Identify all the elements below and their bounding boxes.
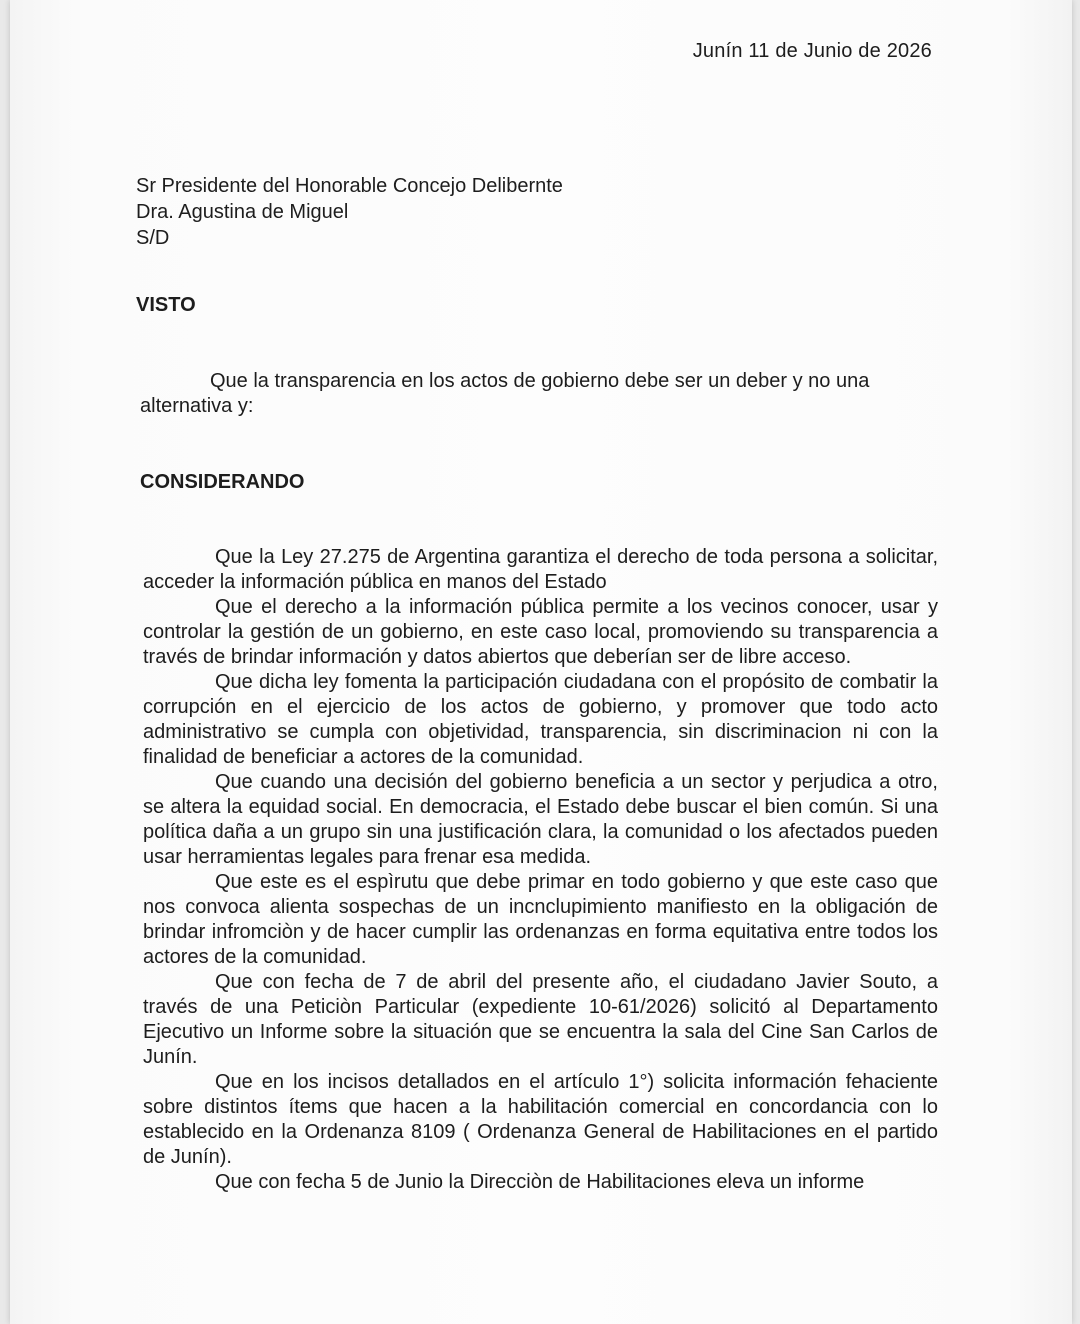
considerando-paragraph: Que con fecha 5 de Junio la Direcciòn de Habilitaciones eleva un informe [215, 1171, 865, 1193]
considerando-paragraph: Que la Ley 27.275 de Argentina garantiza el derecho de toda persona a solicitar, acceder la información pública en manos del Estado [143, 546, 938, 593]
visto-heading: VISTO [136, 294, 196, 316]
considerando-paragraph: Que con fecha de 7 de abril del presente año, el ciudadano Javier Souto, a través de una Peticiòn Particular (expediente 10-61/2026) solicitó al Departamento Ejecutivo un Informe sobre la situación que se encuentra la sala del Cine San Carlos de Junín. [143, 971, 938, 1068]
document-page [10, 0, 1072, 1324]
date-line: Junín 11 de Junio de 2026 [692, 40, 932, 62]
considerando-paragraph: Que cuando una decisión del gobierno beneficia a un sector y perjudica a otro, se altera la equidad social. En democracia, el Estado debe buscar el bien común. Si una política daña a un grupo sin una justificación clara, la comunidad o los afectados pueden usar herramientas legales para frenar esa medida. [143, 771, 938, 868]
considerando-paragraph: Que en los incisos detallados en el artículo 1°) solicita información fehaciente sobre distintos ítems que hacen a la habilitación comercial en concordancia con lo establecido en la Ordenanza 8109 ( Ordenanza General de Habilitaciones en el partido de Junín). [143, 1071, 938, 1168]
considerando-paragraph: Que este es el espìrutu que debe primar en todo gobierno y que este caso que nos convoca alienta sospechas de un incnclupimiento manifiesto en la obligación de brindar infromciòn y de hacer cumplir las ordenanzas en forma equitativa entre todos los actores de la comunidad. [143, 871, 938, 968]
addressee-sd: S/D [136, 227, 170, 249]
considerando-body [143, 545, 938, 1195]
addressee-title: Sr Presidente del Honorable Concejo Delibernte [136, 175, 563, 197]
addressee-block [136, 173, 563, 251]
addressee-name: Dra. Agustina de Miguel [136, 201, 349, 223]
considerando-heading: CONSIDERANDO [140, 471, 305, 493]
considerando-paragraph: Que el derecho a la información pública permite a los vecinos conocer, usar y controlar la gestión de un gobierno, en este caso local, promoviendo su transparencia a través de brindar información y datos abiertos que deberían ser de libre acceso. [143, 596, 938, 668]
considerando-paragraph: Que dicha ley fomenta la participación ciudadana con el propósito de combatir la corrupción en el ejercicio de los actos de gobierno, y promover que todo acto administrativo se cumpla con objetividad, transparencia, sin discriminacion ni con la finalidad de beneficiar a actores de la comunidad. [143, 671, 938, 768]
visto-paragraph: Que la transparencia en los actos de gobierno debe ser un deber y no una alternativa y: [140, 370, 870, 417]
